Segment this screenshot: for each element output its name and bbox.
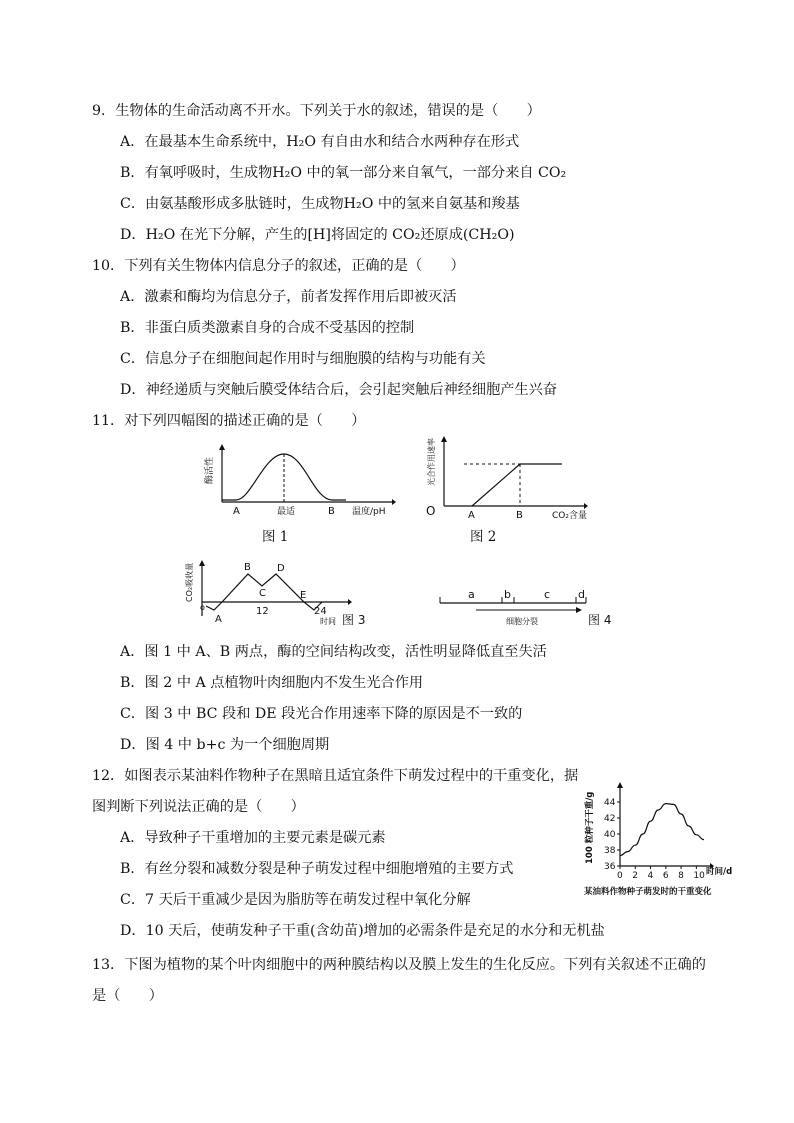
chart-x-tick-label: 8 — [678, 871, 684, 881]
q11-option-b: B．图 2 中 A 点植物叶肉细胞内不发生光合作用 — [120, 675, 424, 691]
q10-stem: 10．下列有关生物体内信息分子的叙述，正确的是（ ） — [92, 258, 465, 274]
fig1-label-optimum: 最适 — [277, 507, 296, 517]
fig3-ylabel: CO₂吸收量 — [185, 562, 194, 602]
dry-weight-series-line — [620, 804, 704, 856]
chart-y-tick-label: 42 — [604, 814, 616, 824]
fig4-label-d: d — [578, 588, 585, 601]
fig4-label-b: b — [504, 588, 511, 601]
fig2-label-a: A — [468, 510, 475, 521]
chart-y-tick-label: 40 — [604, 830, 616, 840]
fig1-label-b: B — [328, 506, 335, 517]
chart-y-tick-label: 38 — [604, 846, 616, 856]
chart-y-axis-arrow — [617, 782, 623, 788]
q12-option-a: A．导致种子干重增加的主要元素是碳元素 — [120, 830, 386, 846]
q13-stem-line1: 13．下图为植物的某个叶肉细胞中的两种膜结构以及膜上发生的生化反应。下列有关叙述不正确的 — [92, 957, 706, 973]
q12-option-d: D．10 天后，使萌发种子干重(含幼苗)增加的必需条件是充足的水分和无机盐 — [120, 923, 605, 939]
q10-option-d: D．神经递质与突触后膜受体结合后，会引起突触后神经细胞产生兴奋 — [120, 382, 558, 398]
q12-option-c: C．7 天后干重减少是因为脂肪等在萌发过程中氧化分解 — [120, 892, 471, 908]
fig3-tick-12: 12 — [256, 606, 269, 617]
chart-xlabel: 时间/d — [706, 867, 733, 877]
chart-caption: 某油料作物种子萌发时的干重变化 — [584, 887, 712, 897]
fig4-label-c: c — [544, 588, 551, 601]
q11-option-a: A．图 1 中 A、B 两点，酶的空间结构改变，活性明显降低直至失活 — [120, 644, 547, 660]
q9-option-b: B．有氧呼吸时，生成物H₂O 中的氧一部分来自氧气，一部分来自 CO₂ — [120, 165, 567, 181]
q10-option-a: A．激素和酶均为信息分子，前者发挥作用后即被灭活 — [120, 289, 457, 305]
chart-x-tick-label: 10 — [693, 871, 705, 881]
chart-x-tick-label: 2 — [632, 871, 639, 881]
fig2-xlabel: CO₂含量 — [552, 511, 587, 521]
chart-x-tick-label: 6 — [662, 871, 669, 881]
figure-4 — [436, 582, 618, 628]
q13-stem-line2: 是（ ） — [92, 988, 163, 1004]
fig2-label-b: B — [516, 510, 523, 521]
fig2-origin: O — [426, 504, 436, 518]
fig4-caption: 图 4 — [588, 613, 612, 627]
q11-option-c: C．图 3 中 BC 段和 DE 段光合作用速率下降的原因是不一致的 — [120, 706, 523, 722]
figure-3 — [180, 556, 376, 630]
fig3-label-c: C — [259, 588, 266, 599]
fig3-origin: o — [200, 603, 205, 612]
q9-option-d: D．H₂O 在光下分解，产生的[H]将固定的 CO₂还原成(CH₂O) — [120, 227, 515, 243]
q12-option-b: B．有丝分裂和减数分裂是种子萌发过程中细胞增殖的主要方式 — [120, 861, 514, 877]
fig4-xlabel: 细胞分裂 — [506, 617, 538, 626]
chart-ylabel: 100 粒种子干重/g — [585, 791, 595, 864]
fig2-rise-line — [472, 464, 520, 506]
chart-x-tick-label: 4 — [647, 871, 654, 881]
chart-y-tick-label: 36 — [604, 862, 616, 872]
q12-stem-line1: 12．如图表示某油料作物种子在黑暗且适宜条件下萌发过程中的干重变化，据 — [92, 768, 579, 784]
fig1-xlabel: 温度/pH — [352, 507, 386, 517]
fig1-ylabel: 酶活性 — [205, 456, 215, 484]
fig3-label-d: D — [277, 563, 285, 574]
fig3-tick-24: 24 — [314, 606, 327, 617]
chart-y-tick-label: 44 — [604, 798, 616, 808]
fig1-caption: 图 1 — [262, 529, 289, 545]
fig3-label-b: B — [244, 562, 251, 573]
q9-option-c: C．由氨基酸形成多肽链时，生成物H₂O 中的氢来自氨基和羧基 — [120, 196, 520, 212]
seed-dry-weight-chart — [582, 776, 754, 900]
fig3-xlabel: 时间 — [320, 617, 336, 626]
fig2-caption: 图 2 — [470, 529, 497, 545]
q11-option-d: D．图 4 中 b+c 为一个细胞周期 — [120, 737, 330, 753]
fig3-label-e: E — [300, 590, 307, 601]
figure-1 — [196, 440, 396, 524]
fig1-label-a: A — [233, 506, 240, 517]
q11-stem: 11．对下列四幅图的描述正确的是（ ） — [92, 413, 366, 429]
fig3-caption: 图 3 — [342, 613, 366, 627]
q10-option-b: B．非蛋白质类激素自身的合成不受基因的控制 — [120, 320, 415, 336]
chart-x-tick-label: 0 — [617, 871, 623, 881]
q12-stem-line2: 图判断下列说法正确的是（ ） — [92, 799, 305, 815]
fig4-label-a: a — [468, 588, 475, 601]
q9-option-a: A．在最基本生命系统中，H₂O 有自由水和结合水两种存在形式 — [120, 134, 520, 150]
fig2-ylabel: 光合作用速率 — [427, 438, 436, 486]
q10-option-c: C．信息分子在细胞间起作用时与细胞膜的结构与功能有关 — [120, 351, 486, 367]
figure-2 — [424, 426, 594, 522]
q9-stem: 9．生物体的生命活动离不开水。下列关于水的叙述，错误的是（ ） — [92, 103, 541, 119]
fig3-label-a: A — [215, 614, 222, 625]
